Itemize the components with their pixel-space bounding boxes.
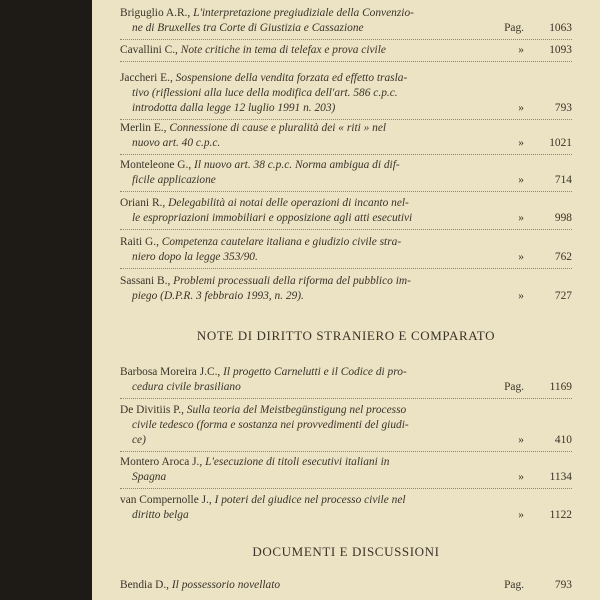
entry-author: Monteleone G., [120,159,195,171]
entry-page: » 998 [518,212,572,224]
toc-entry-van-compernolle [120,493,572,523]
entry-title-line: Competenza cautelare italiana e giudizio civile stra- [161,236,402,248]
entry-title-line: diritto belga [132,509,189,521]
entry-page: » 793 [518,102,572,114]
entry-title-line: Problemi processuali della riforma del pubblico im- [173,275,411,287]
entry-author: De Divitiis P., [120,404,187,416]
entry-title-line: ce) [132,434,146,446]
entry-author: Jaccheri E., [120,72,176,84]
entry-page: Pag. 1169 [504,381,572,393]
dotted-divider [120,268,572,269]
entry-title-line: L'interpretazione pregiudiziale della Convenzio- [193,7,414,19]
entry-author: Briguglio A.R., [120,7,194,19]
entry-title-line: L'esecuzione di titoli esecutivi italiani in [205,456,390,468]
dotted-divider [120,154,572,155]
entry-author: Cavallini C., [120,44,181,56]
toc-entry-raiti [120,235,572,265]
entry-page: » 714 [518,174,572,186]
entry-page: Pag. 1063 [504,22,572,34]
entry-title-line: Note critiche in tema di telefax e prova civile [180,44,386,56]
entry-title-line: Sospensione della vendita forzata ed effetto trasla- [175,72,408,84]
entry-title-line: ne di Bruxelles tra Corte di Giustizia e Cassazione [132,22,364,34]
entry-page: » 1093 [518,44,572,56]
toc-entry-cavallini [120,43,572,58]
toc-entry-bendia [120,578,572,593]
entry-author: Raiti G., [120,236,162,248]
toc-entry-oriani [120,196,572,226]
entry-title-line: le espropriazioni immobiliari e opposizione agli atti esecutivi [132,212,413,224]
entry-page: » 727 [518,290,572,302]
toc-entry-sassani [120,274,572,304]
entry-title-line: introdotta dalla legge 12 luglio 1991 n. 203) [132,102,336,114]
toc-entry-montero-aroca [120,455,572,485]
entry-title-line: ficile applicazione [132,174,216,186]
entry-title-line: tivo (riflessioni alla luce della modifica dell'art. 586 c.p.c. [132,87,398,99]
entry-author: Montero Aroca J., [120,456,206,468]
entry-author: Bendia D., [120,579,172,591]
dotted-divider [120,398,572,399]
dotted-divider [120,39,572,40]
dotted-divider [120,229,572,230]
entry-title-line: cedura civile brasiliano [132,381,241,393]
entry-title-line: Connessione di cause e pluralità dei « riti » nel [169,122,387,134]
book-page [92,0,600,600]
toc-entry-briguglio [120,6,572,36]
section-heading-note-diritto-straniero: NOTE DI DIRITTO STRANIERO E COMPARATO [196,328,496,343]
entry-title-line: civile tedesco (forma e sostanza nei provvedimenti del giudi- [132,419,409,431]
entry-author: Merlin E., [120,122,170,134]
entry-page: Pag. 793 [504,579,572,591]
entry-page: » 1021 [518,137,572,149]
entry-author: Barbosa Moreira J.C., [120,366,224,378]
entry-title-line: piego (D.P.R. 3 febbraio 1993, n. 29). [132,290,304,302]
toc-entry-barbosa-moreira [120,365,572,395]
entry-title-line: nuovo art. 40 c.p.c. [132,137,221,149]
entry-title-line: I poteri del giudice nel processo civile nel [214,494,406,506]
entry-page: » 762 [518,251,572,263]
section-heading-documenti-discussioni: DOCUMENTI E DISCUSSIONI [252,544,440,559]
entry-title-line: Il progetto Carnelutti e il Codice di pro- [223,366,407,378]
dotted-divider [120,451,572,452]
entry-title-line: niero dopo la legge 353/90. [132,251,258,263]
dotted-divider [120,119,572,120]
entry-title-line: Spagna [132,471,167,483]
entry-title-line: Delegabilità ai notai delle operazioni di incanto nel- [168,197,409,209]
entry-author: Oriani R., [120,197,169,209]
entry-page: » 1122 [518,509,572,521]
dotted-divider [120,61,572,62]
entry-page: » 410 [518,434,572,446]
toc-entry-monteleone [120,158,572,188]
toc-entry-jaccheri [120,71,572,116]
entry-page: » 1134 [518,471,572,483]
entry-author: van Compernolle J., [120,494,215,506]
entry-author: Sassani B., [120,275,174,287]
entry-title-line: Il nuovo art. 38 c.p.c. Norma ambigua di dif- [194,159,400,171]
dotted-divider [120,488,572,489]
entry-title-line: Sulla teoria del Meistbegünstigung nel processo [186,404,407,416]
toc-entry-de-divitiis [120,403,572,448]
toc-entry-merlin [120,121,572,151]
dotted-divider [120,191,572,192]
entry-title-line: Il possessorio novellato [171,579,281,591]
